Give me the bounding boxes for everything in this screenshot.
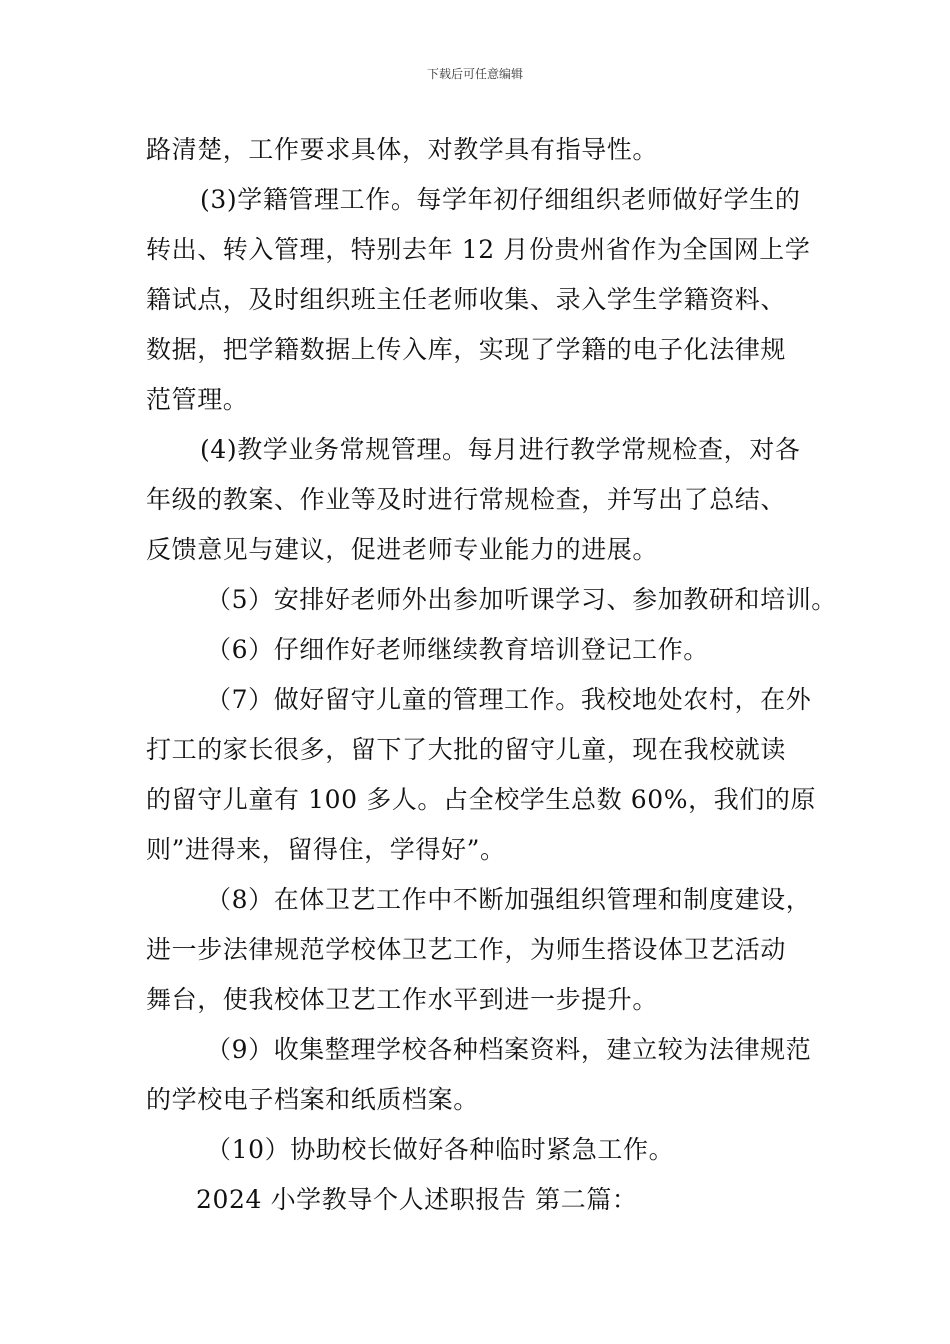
document-body: [146, 125, 837, 1225]
section-heading: 2024 小学教导个人述职报告 第二篇：: [196, 1185, 638, 1214]
text-line: 路清楚，工作要求具体，对教学具有指导性。: [146, 135, 659, 164]
text-line: 转出、转入管理，特别去年 12 月份贵州省作为全国网上学: [146, 235, 811, 264]
text-line: 的学校电子档案和纸质档案。: [146, 1085, 479, 1114]
text-line: （8）在体卫艺工作中不断加强组织管理和制度建设，: [206, 885, 812, 914]
text-line: 舞台，使我校体卫艺工作水平到进一步提升。: [146, 985, 659, 1014]
text-line: 的留守儿童有 100 多人。占全校学生总数 60%，我们的原: [146, 785, 817, 814]
text-line: （6）仔细作好老师继续教育培训登记工作。: [206, 635, 709, 664]
text-line: （7）做好留守儿童的管理工作。我校地处农村，在外: [206, 685, 812, 714]
page-header: 下载后可任意编辑: [426, 67, 523, 81]
text-line: 反馈意见与建议，促进老师专业能力的进展。: [146, 535, 659, 564]
text-line: 年级的教案、作业等及时进行常规检查，并写出了总结、: [146, 485, 787, 514]
text-line: 则”进得来，留得住，学得好”。: [146, 835, 506, 864]
text-line: （9）收集整理学校各种档案资料，建立较为法律规范: [206, 1035, 812, 1064]
text-line: （5）安排好老师外出参加听课学习、参加教研和培训。: [206, 585, 837, 614]
text-line: 范管理。: [146, 385, 249, 414]
text-line: (4)教学业务常规管理。每月进行教学常规检查，对各: [200, 435, 801, 464]
text-line: 打工的家长很多，留下了大批的留守儿童，现在我校就读: [146, 735, 787, 764]
text-line: （10）协助校长做好各种临时紧急工作。: [206, 1135, 675, 1164]
text-line: 进一步法律规范学校体卫艺工作，为师生搭设体卫艺活动: [146, 935, 787, 964]
text-line: 数据，把学籍数据上传入库，实现了学籍的电子化法律规: [146, 335, 787, 364]
text-line: (3)学籍管理工作。每学年初仔细组织老师做好学生的: [200, 185, 801, 214]
text-line: 籍试点，及时组织班主任老师收集、录入学生学籍资料、: [146, 285, 787, 314]
